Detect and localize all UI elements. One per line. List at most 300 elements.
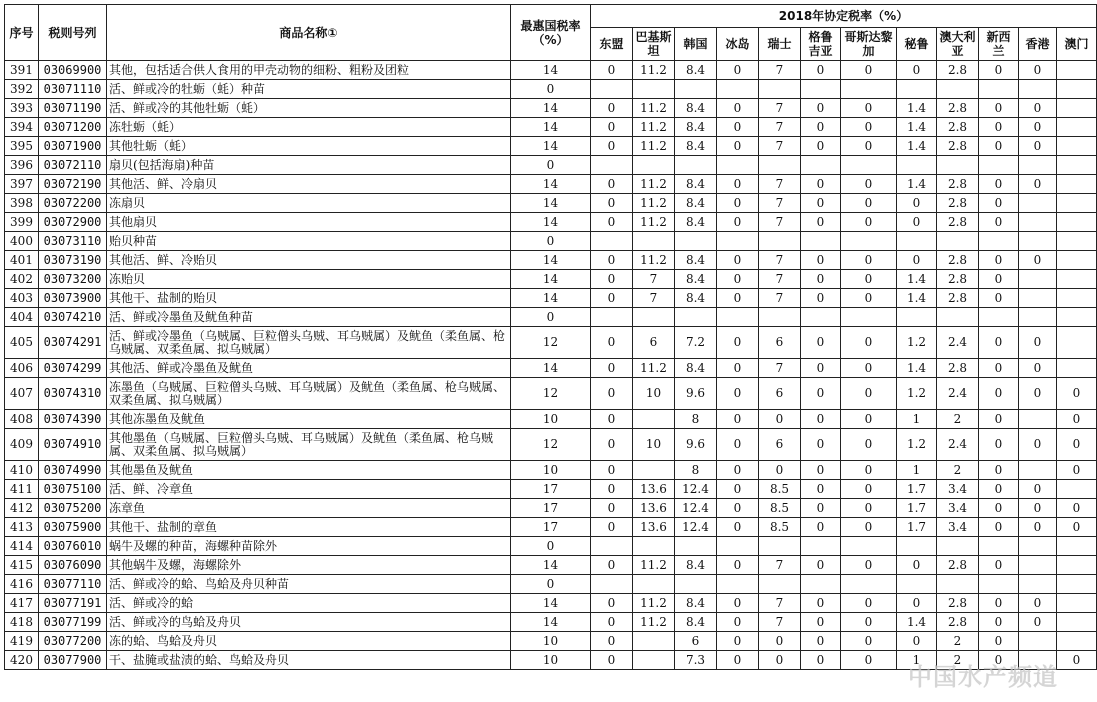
cell-seq: 407 <box>5 378 39 410</box>
cell-rate: 0 <box>591 518 633 537</box>
cell-mfn: 17 <box>511 499 591 518</box>
cell-rate <box>1057 270 1097 289</box>
cell-rate: 2.4 <box>937 378 979 410</box>
cell-rate <box>801 80 841 99</box>
cell-seq: 410 <box>5 461 39 480</box>
cell-rate: 0 <box>897 556 937 575</box>
cell-rate <box>675 80 717 99</box>
cell-rate: 11.2 <box>633 194 675 213</box>
cell-rate: 13.6 <box>633 480 675 499</box>
cell-rate: 0 <box>717 137 759 156</box>
cell-seq: 409 <box>5 429 39 461</box>
cell-rate: 8.4 <box>675 613 717 632</box>
cell-rate <box>979 308 1019 327</box>
cell-rate: 10 <box>633 429 675 461</box>
cell-rate: 0 <box>979 99 1019 118</box>
cell-name: 贻贝种苗 <box>107 232 511 251</box>
cell-rate: 1.4 <box>897 359 937 378</box>
cell-rate: 2 <box>937 651 979 670</box>
cell-rate <box>591 575 633 594</box>
cell-rate: 11.2 <box>633 118 675 137</box>
cell-rate: 8.4 <box>675 194 717 213</box>
cell-rate: 0 <box>591 429 633 461</box>
cell-rate: 0 <box>1057 518 1097 537</box>
cell-rate: 0 <box>717 194 759 213</box>
cell-rate: 0 <box>1057 410 1097 429</box>
cell-rate <box>841 537 897 556</box>
table-row <box>5 359 1097 378</box>
table-row <box>5 118 1097 137</box>
cell-rate: 13.6 <box>633 518 675 537</box>
cell-name: 活、鲜或冷的蛤、鸟蛤及舟贝种苗 <box>107 575 511 594</box>
cell-rate: 0 <box>841 175 897 194</box>
cell-rate <box>717 232 759 251</box>
cell-rate: 3.4 <box>937 518 979 537</box>
cell-seq: 414 <box>5 537 39 556</box>
cell-rate: 0 <box>1019 327 1057 359</box>
cell-rate <box>1019 461 1057 480</box>
cell-rate: 0 <box>979 480 1019 499</box>
table-row <box>5 429 1097 461</box>
cell-rate: 7 <box>759 175 801 194</box>
cell-rate: 0 <box>717 429 759 461</box>
cell-rate: 1.2 <box>897 378 937 410</box>
cell-rate: 2.8 <box>937 99 979 118</box>
cell-rate: 0 <box>979 594 1019 613</box>
table-row <box>5 308 1097 327</box>
cell-rate: 0 <box>591 556 633 575</box>
cell-rate <box>633 575 675 594</box>
header-country: 澳大利亚 <box>937 28 979 61</box>
header-agreement-group: 2018年协定税率（%） <box>591 5 1097 28</box>
cell-rate <box>675 232 717 251</box>
cell-name: 冻的蛤、鸟蛤及舟贝 <box>107 632 511 651</box>
cell-rate <box>841 308 897 327</box>
cell-seq: 393 <box>5 99 39 118</box>
cell-rate: 0 <box>591 359 633 378</box>
cell-mfn: 12 <box>511 378 591 410</box>
cell-rate: 7 <box>759 99 801 118</box>
cell-rate <box>897 537 937 556</box>
cell-rate: 2.8 <box>937 175 979 194</box>
cell-mfn: 0 <box>511 80 591 99</box>
table-row <box>5 537 1097 556</box>
cell-rate: 0 <box>717 359 759 378</box>
cell-code: 03073190 <box>39 251 107 270</box>
cell-rate <box>801 575 841 594</box>
cell-code: 03074299 <box>39 359 107 378</box>
cell-rate: 0 <box>1019 429 1057 461</box>
cell-rate: 0 <box>979 518 1019 537</box>
cell-rate: 3.4 <box>937 480 979 499</box>
cell-rate: 7 <box>759 270 801 289</box>
cell-rate <box>1019 289 1057 308</box>
cell-mfn: 10 <box>511 651 591 670</box>
cell-rate <box>759 537 801 556</box>
cell-rate: 0 <box>591 632 633 651</box>
cell-rate: 0 <box>591 61 633 80</box>
cell-rate <box>937 156 979 175</box>
cell-rate: 7 <box>759 61 801 80</box>
cell-rate <box>591 537 633 556</box>
cell-code: 03072190 <box>39 175 107 194</box>
cell-rate: 0 <box>979 137 1019 156</box>
cell-rate: 0 <box>717 61 759 80</box>
cell-rate <box>979 80 1019 99</box>
cell-rate: 8.4 <box>675 594 717 613</box>
cell-rate: 7 <box>759 594 801 613</box>
cell-rate: 8 <box>675 461 717 480</box>
cell-rate: 0 <box>591 651 633 670</box>
cell-rate: 0 <box>801 499 841 518</box>
cell-rate <box>591 80 633 99</box>
cell-name: 活、鲜、冷章鱼 <box>107 480 511 499</box>
header-name: 商品名称① <box>107 5 511 61</box>
cell-rate: 8.4 <box>675 359 717 378</box>
cell-name: 冻贻贝 <box>107 270 511 289</box>
cell-rate: 8.4 <box>675 99 717 118</box>
cell-rate: 7 <box>759 359 801 378</box>
cell-rate: 0 <box>801 556 841 575</box>
cell-mfn: 14 <box>511 61 591 80</box>
cell-rate: 0 <box>717 461 759 480</box>
cell-seq: 403 <box>5 289 39 308</box>
cell-rate: 0 <box>717 289 759 308</box>
cell-rate: 0 <box>801 651 841 670</box>
cell-rate: 6 <box>675 632 717 651</box>
cell-name: 冻扇贝 <box>107 194 511 213</box>
cell-rate: 11.2 <box>633 594 675 613</box>
cell-rate: 0 <box>801 327 841 359</box>
cell-rate: 0 <box>979 429 1019 461</box>
cell-code: 03071110 <box>39 80 107 99</box>
cell-rate: 0 <box>1019 480 1057 499</box>
cell-rate <box>717 156 759 175</box>
cell-rate: 2.4 <box>937 327 979 359</box>
header-country: 哥斯达黎加 <box>841 28 897 61</box>
cell-rate: 0 <box>717 327 759 359</box>
cell-code: 03074910 <box>39 429 107 461</box>
cell-rate: 8.4 <box>675 175 717 194</box>
table-row <box>5 251 1097 270</box>
cell-rate: 0 <box>591 270 633 289</box>
cell-name: 扇贝(包括海扇)种苗 <box>107 156 511 175</box>
cell-mfn: 14 <box>511 194 591 213</box>
cell-rate: 0 <box>801 289 841 308</box>
cell-rate <box>1057 118 1097 137</box>
cell-rate: 10 <box>633 378 675 410</box>
cell-rate: 0 <box>801 99 841 118</box>
cell-rate: 12.4 <box>675 499 717 518</box>
cell-mfn: 17 <box>511 480 591 499</box>
cell-rate: 0 <box>759 651 801 670</box>
cell-rate: 0 <box>591 99 633 118</box>
cell-rate <box>979 537 1019 556</box>
cell-rate <box>675 575 717 594</box>
cell-rate: 7 <box>759 289 801 308</box>
table-row <box>5 289 1097 308</box>
cell-rate: 0 <box>801 118 841 137</box>
cell-rate: 0 <box>979 251 1019 270</box>
cell-rate: 11.2 <box>633 556 675 575</box>
cell-rate: 12.4 <box>675 480 717 499</box>
cell-rate: 0 <box>841 194 897 213</box>
cell-rate <box>1019 232 1057 251</box>
cell-rate: 0 <box>717 594 759 613</box>
header-code: 税则号列 <box>39 5 107 61</box>
cell-rate: 0 <box>801 378 841 410</box>
cell-rate: 7 <box>759 213 801 232</box>
cell-mfn: 14 <box>511 213 591 232</box>
cell-rate: 0 <box>801 461 841 480</box>
cell-rate: 11.2 <box>633 99 675 118</box>
cell-seq: 417 <box>5 594 39 613</box>
table-row <box>5 632 1097 651</box>
cell-mfn: 10 <box>511 410 591 429</box>
table-row <box>5 480 1097 499</box>
cell-rate: 0 <box>841 61 897 80</box>
cell-rate: 7 <box>759 613 801 632</box>
cell-rate: 0 <box>591 480 633 499</box>
cell-rate: 0 <box>801 613 841 632</box>
cell-rate: 0 <box>841 118 897 137</box>
cell-rate: 0 <box>717 251 759 270</box>
cell-name: 其他活、鲜、冷扇贝 <box>107 175 511 194</box>
cell-name: 活、鲜或冷的牡蛎（蚝）种苗 <box>107 80 511 99</box>
cell-rate: 7.3 <box>675 651 717 670</box>
cell-rate: 0 <box>717 410 759 429</box>
cell-rate <box>1057 156 1097 175</box>
cell-rate: 3.4 <box>937 499 979 518</box>
cell-rate: 0 <box>717 99 759 118</box>
cell-rate <box>633 651 675 670</box>
cell-rate: 0 <box>979 175 1019 194</box>
cell-rate: 6 <box>759 378 801 410</box>
cell-rate: 0 <box>591 137 633 156</box>
cell-rate: 8.4 <box>675 251 717 270</box>
cell-rate: 0 <box>801 632 841 651</box>
cell-code: 03071190 <box>39 99 107 118</box>
cell-rate: 2.8 <box>937 251 979 270</box>
cell-rate <box>1057 61 1097 80</box>
header-country: 东盟 <box>591 28 633 61</box>
cell-rate: 0 <box>717 632 759 651</box>
cell-rate: 8.5 <box>759 518 801 537</box>
cell-rate: 0 <box>801 251 841 270</box>
header-country: 澳门 <box>1057 28 1097 61</box>
cell-rate <box>717 575 759 594</box>
cell-rate: 2.8 <box>937 61 979 80</box>
cell-rate: 13.6 <box>633 499 675 518</box>
cell-rate: 0 <box>841 429 897 461</box>
cell-rate <box>1057 613 1097 632</box>
cell-rate: 0 <box>801 213 841 232</box>
table-row <box>5 213 1097 232</box>
cell-rate: 11.2 <box>633 251 675 270</box>
cell-rate: 1.2 <box>897 429 937 461</box>
cell-mfn: 12 <box>511 327 591 359</box>
cell-rate <box>1057 99 1097 118</box>
cell-rate: 0 <box>1057 461 1097 480</box>
cell-rate <box>1019 270 1057 289</box>
cell-mfn: 0 <box>511 232 591 251</box>
cell-seq: 391 <box>5 61 39 80</box>
cell-code: 03077199 <box>39 613 107 632</box>
cell-rate: 0 <box>1057 378 1097 410</box>
cell-rate: 0 <box>979 651 1019 670</box>
cell-seq: 404 <box>5 308 39 327</box>
cell-rate: 11.2 <box>633 61 675 80</box>
cell-name: 其他干、盐制的章鱼 <box>107 518 511 537</box>
cell-rate <box>675 156 717 175</box>
cell-name: 活、鲜或冷的其他牡蛎（蚝） <box>107 99 511 118</box>
cell-name: 其他干、盐制的贻贝 <box>107 289 511 308</box>
cell-rate: 0 <box>717 518 759 537</box>
cell-rate: 0 <box>717 378 759 410</box>
cell-rate <box>1057 80 1097 99</box>
cell-rate <box>801 537 841 556</box>
cell-rate <box>1019 556 1057 575</box>
cell-seq: 405 <box>5 327 39 359</box>
cell-rate: 2.8 <box>937 118 979 137</box>
header-country: 香港 <box>1019 28 1057 61</box>
cell-rate: 2.8 <box>937 213 979 232</box>
cell-rate: 0 <box>979 327 1019 359</box>
cell-rate <box>937 232 979 251</box>
cell-rate: 0 <box>717 556 759 575</box>
cell-rate: 0 <box>591 594 633 613</box>
cell-rate <box>897 232 937 251</box>
cell-rate: 2.8 <box>937 194 979 213</box>
cell-code: 03077191 <box>39 594 107 613</box>
cell-rate: 2 <box>937 461 979 480</box>
cell-rate <box>1057 308 1097 327</box>
cell-rate: 0 <box>801 137 841 156</box>
cell-rate <box>1057 327 1097 359</box>
cell-rate: 11.2 <box>633 213 675 232</box>
cell-rate <box>591 308 633 327</box>
cell-rate: 0 <box>841 251 897 270</box>
cell-rate: 1 <box>897 651 937 670</box>
cell-rate: 0 <box>801 194 841 213</box>
cell-rate: 0 <box>979 556 1019 575</box>
cell-rate: 0 <box>591 613 633 632</box>
cell-rate <box>1057 632 1097 651</box>
cell-code: 03074390 <box>39 410 107 429</box>
cell-name: 冻墨鱼（乌贼属、巨粒僧头乌贼、耳乌贼属）及鱿鱼（柔鱼属、枪乌贼属、双柔鱼属、拟乌贼属） <box>107 378 511 410</box>
cell-rate <box>759 575 801 594</box>
cell-rate <box>841 232 897 251</box>
cell-rate: 8.4 <box>675 118 717 137</box>
table-row <box>5 378 1097 410</box>
cell-rate: 1.2 <box>897 327 937 359</box>
cell-rate: 9.6 <box>675 378 717 410</box>
cell-rate <box>591 156 633 175</box>
cell-rate: 0 <box>1019 61 1057 80</box>
cell-rate: 0 <box>897 251 937 270</box>
cell-rate: 0 <box>841 651 897 670</box>
cell-code: 03069900 <box>39 61 107 80</box>
cell-mfn: 14 <box>511 270 591 289</box>
cell-rate: 7 <box>759 556 801 575</box>
cell-rate: 2.4 <box>937 429 979 461</box>
cell-rate: 8.4 <box>675 137 717 156</box>
cell-rate <box>1019 575 1057 594</box>
cell-rate <box>1057 594 1097 613</box>
header-country: 瑞士 <box>759 28 801 61</box>
cell-rate: 0 <box>979 289 1019 308</box>
cell-mfn: 0 <box>511 537 591 556</box>
cell-rate: 1.4 <box>897 175 937 194</box>
cell-rate: 2.8 <box>937 270 979 289</box>
cell-rate: 11.2 <box>633 359 675 378</box>
cell-rate: 7 <box>633 289 675 308</box>
header-country: 韩国 <box>675 28 717 61</box>
cell-rate: 8.4 <box>675 213 717 232</box>
cell-rate: 0 <box>1019 118 1057 137</box>
cell-rate: 2 <box>937 632 979 651</box>
header-seq: 序号 <box>5 5 39 61</box>
cell-rate <box>801 232 841 251</box>
cell-rate <box>937 80 979 99</box>
cell-rate: 0 <box>979 378 1019 410</box>
cell-code: 03077110 <box>39 575 107 594</box>
cell-seq: 408 <box>5 410 39 429</box>
cell-seq: 420 <box>5 651 39 670</box>
cell-rate: 0 <box>841 213 897 232</box>
cell-mfn: 0 <box>511 575 591 594</box>
cell-rate: 0 <box>717 480 759 499</box>
cell-seq: 401 <box>5 251 39 270</box>
header-country: 格鲁吉亚 <box>801 28 841 61</box>
cell-rate: 6 <box>759 327 801 359</box>
cell-rate: 0 <box>841 99 897 118</box>
cell-rate <box>1057 213 1097 232</box>
cell-seq: 402 <box>5 270 39 289</box>
cell-rate: 1.7 <box>897 518 937 537</box>
cell-rate: 0 <box>841 499 897 518</box>
cell-rate <box>979 156 1019 175</box>
cell-code: 03075900 <box>39 518 107 537</box>
cell-rate: 0 <box>979 270 1019 289</box>
cell-mfn: 12 <box>511 429 591 461</box>
cell-code: 03073110 <box>39 232 107 251</box>
table-row <box>5 575 1097 594</box>
cell-rate: 0 <box>717 270 759 289</box>
cell-rate: 0 <box>801 594 841 613</box>
cell-code: 03073900 <box>39 289 107 308</box>
cell-rate: 1 <box>897 410 937 429</box>
cell-rate: 11.2 <box>633 137 675 156</box>
cell-rate <box>897 80 937 99</box>
cell-rate: 0 <box>841 632 897 651</box>
cell-rate: 0 <box>841 461 897 480</box>
cell-mfn: 17 <box>511 518 591 537</box>
cell-rate: 8.4 <box>675 289 717 308</box>
cell-rate <box>1057 537 1097 556</box>
cell-rate: 0 <box>591 410 633 429</box>
cell-rate: 0 <box>841 613 897 632</box>
cell-rate: 0 <box>979 613 1019 632</box>
cell-rate <box>979 232 1019 251</box>
cell-rate: 2 <box>937 410 979 429</box>
table-row <box>5 499 1097 518</box>
tariff-table <box>4 4 1097 670</box>
cell-code: 03072110 <box>39 156 107 175</box>
cell-rate: 0 <box>841 289 897 308</box>
cell-rate <box>841 80 897 99</box>
cell-rate <box>759 232 801 251</box>
